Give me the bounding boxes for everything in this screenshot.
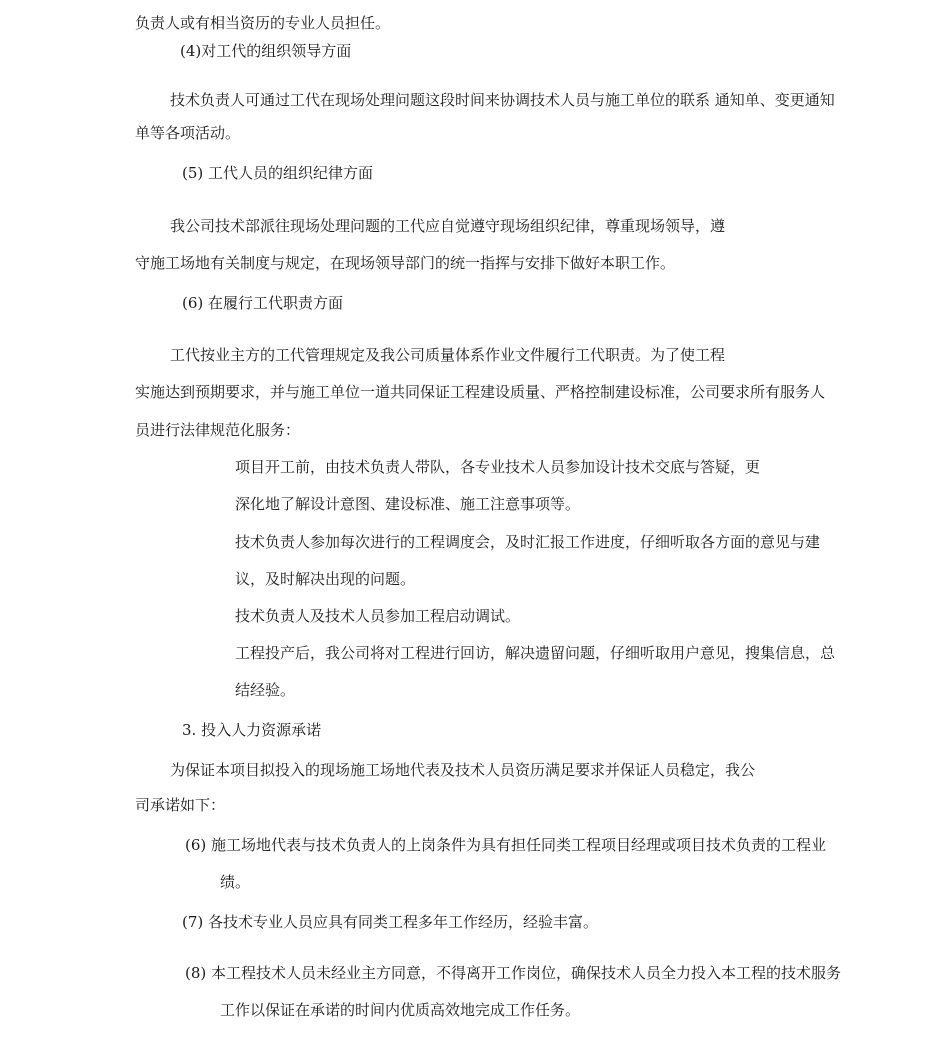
section-heading-4: (4)对工代的组织领导方面 (180, 42, 352, 60)
text-line: 员进行法律规范化服务： (135, 421, 301, 439)
section-heading-5: (5) 工代人员的组织纪律方面 (182, 164, 374, 182)
section-heading-6: (6) 在履行工代职责方面 (182, 294, 344, 312)
text-line: 实施达到预期要求，并与施工单位一道共同保证工程建设质量、严格控制建设标准，公司要求所有服务人 (135, 383, 826, 401)
text-line: 单等各项活动。 (135, 124, 241, 142)
list-item-text: (7) 各技术专业人员应具有同类工程多年工作经历，经验丰富。 (182, 913, 599, 931)
text-line: 司承诺如下： (135, 796, 226, 814)
text-line: 我公司技术部派往现场处理问题的工代应自觉遵守现场组织纪律，尊重现场领导，遵 (170, 217, 726, 235)
list-item-text: 技术负责人参加每次进行的工程调度会，及时汇报工作进度，仔细听取各方面的意见与建 (235, 533, 821, 551)
list-item-text: 项目开工前，由技术负责人带队，各专业技术人员参加设计技术交底与答疑，更 (235, 458, 761, 476)
list-item-text: 绩。 (220, 873, 251, 891)
text-line: 工代按业主方的工代管理规定及我公司质量体系作业文件履行工代职责。为了使工程 (170, 346, 726, 364)
text-line: 技术负责人可通过工代在现场处理问题这段时间来协调技术人员与施工单位的联系 通知单、变更通知 (170, 91, 835, 109)
list-item-text: 工作以保证在承诺的时间内优质高效地完成工作任务。 (220, 1001, 581, 1019)
text-line: 为保证本项目拟投入的现场施工场地代表及技术人员资历满足要求并保证人员稳定，我公 (170, 761, 756, 779)
text-line: 负责人或有相当资历的专业人员担任。 (135, 14, 391, 32)
text-line: 守施工场地有关制度与规定，在现场领导部门的统一指挥与安排下做好本职工作。 (135, 254, 676, 272)
list-item-text: (8) 本工程技术人员未经业主方同意，不得离开工作岗位，确保技术人员全力投入本工程的技术服务 (185, 964, 842, 982)
list-item-text: 深化地了解设计意图、建设标准、施工注意事项等。 (235, 495, 581, 513)
list-item-text: 工程投产后，我公司将对工程进行回访，解决遗留问题，仔细听取用户意见，搜集信息，总 (235, 644, 836, 662)
list-item-text: (6) 施工场地代表与技术负责人的上岗条件为具有担任同类工程项目经理或项目技术负责的工程业 (185, 836, 827, 854)
list-item-text: 议，及时解决出现的问题。 (235, 570, 416, 588)
list-item-text: 结经验。 (235, 681, 296, 699)
list-item-text: 技术负责人及技术人员参加工程启动调试。 (235, 607, 521, 625)
section-heading-3: 3. 投入人力资源承诺 (182, 721, 322, 739)
